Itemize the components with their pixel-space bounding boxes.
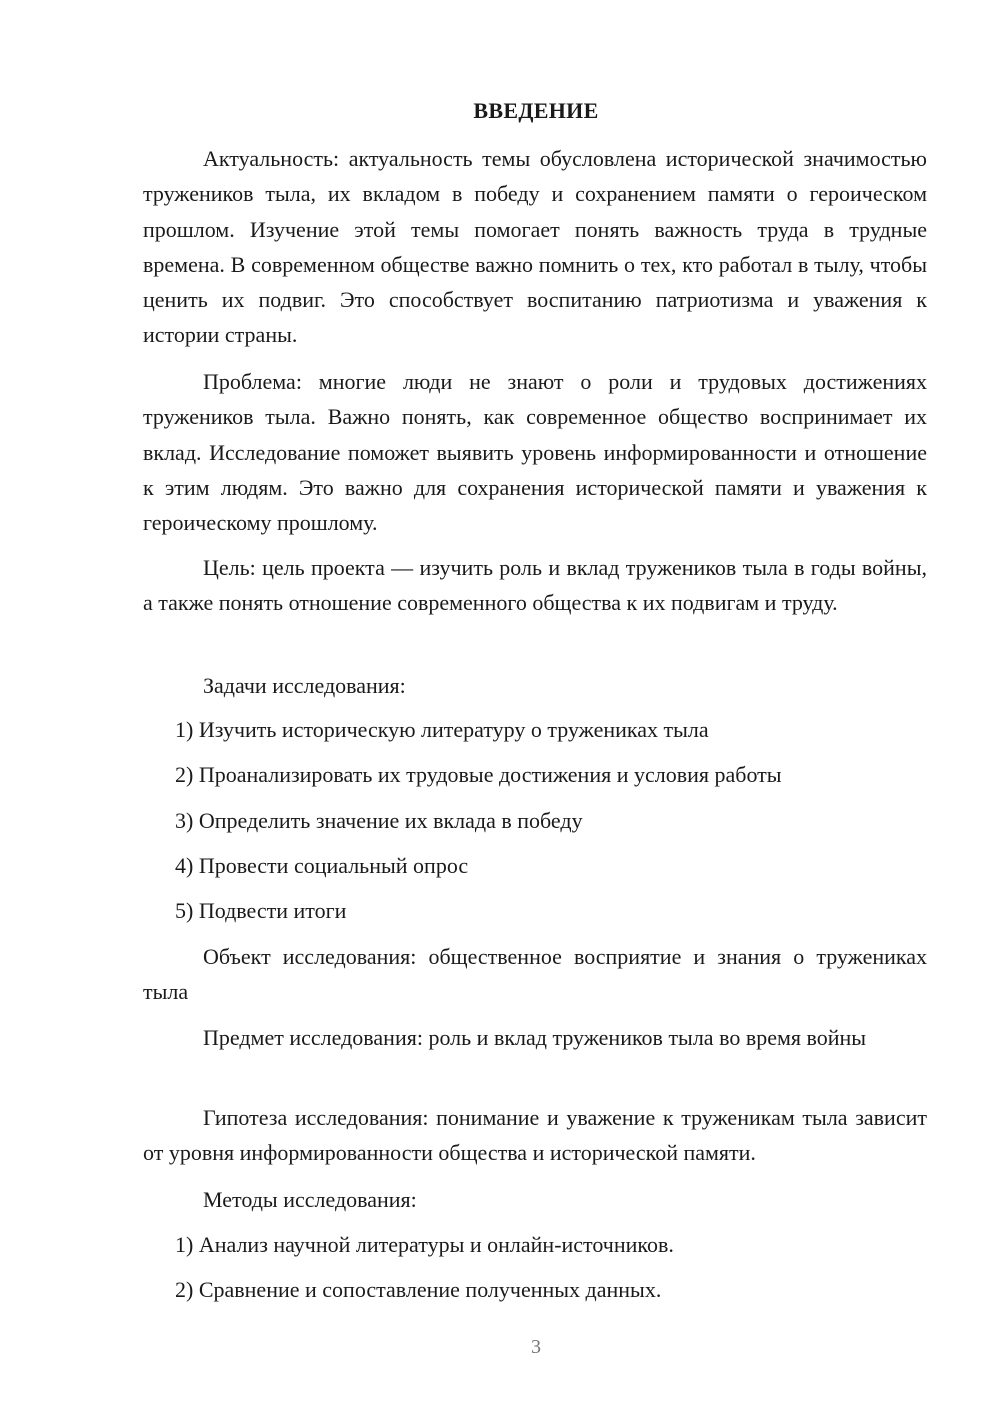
task-item: 1) Изучить историческую литературу о тружениках тыла (175, 717, 709, 742)
tasks-heading: Задачи исследования: (203, 673, 406, 698)
relevance-paragraph: Актуальность: актуальность темы обусловлена исторической значимостью тружеников тыла, их вкладом в победу и сохранением памяти о героическом прошлом. Изучение этой темы помогает понять важность труда в трудные времена. В современном обществе важно помнить о тех, кто работал в тылу, чтобы ценить их подвиг. Это способствует воспитанию патриотизма и уважения к истории страны. (143, 146, 927, 348)
task-item: 4) Провести социальный опрос (175, 853, 469, 878)
method-item: 1) Анализ научной литературы и онлайн-источников. (175, 1232, 674, 1257)
subject-paragraph: Предмет исследования: роль и вклад тружеников тыла во время войны (203, 1025, 867, 1050)
task-item: 2) Проанализировать их трудовые достижения и условия работы (175, 762, 782, 787)
task-item: 3) Определить значение их вклада в победу (175, 808, 583, 833)
goal-paragraph: Цель: цель проекта — изучить роль и вклад тружеников тыла в годы войны, а также понять отношение современного общества к их подвигам и труду. (143, 555, 927, 616)
method-item: 2) Сравнение и сопоставление полученных данных. (175, 1277, 662, 1302)
problem-paragraph: Проблема: многие люди не знают о роли и трудовых достижениях тружеников тыла. Важно понять, как современное общество воспринимает их вклад. Исследование поможет выявить уровень информированности и отношение к этим людям. Это важно для сохранения исторической памяти и уважения к героическому прошлому. (143, 369, 927, 536)
methods-heading: Методы исследования: (203, 1187, 417, 1212)
object-paragraph: Объект исследования: общественное восприятие и знания о тружениках тыла (143, 944, 927, 1005)
page-number: 3 (531, 1336, 541, 1358)
section-title: ВВЕДЕНИЕ (473, 98, 599, 123)
hypothesis-paragraph: Гипотеза исследования: понимание и уважение к труженикам тыла зависит от уровня информированности общества и исторической памяти. (143, 1105, 927, 1166)
task-item: 5) Подвести итоги (175, 898, 347, 923)
